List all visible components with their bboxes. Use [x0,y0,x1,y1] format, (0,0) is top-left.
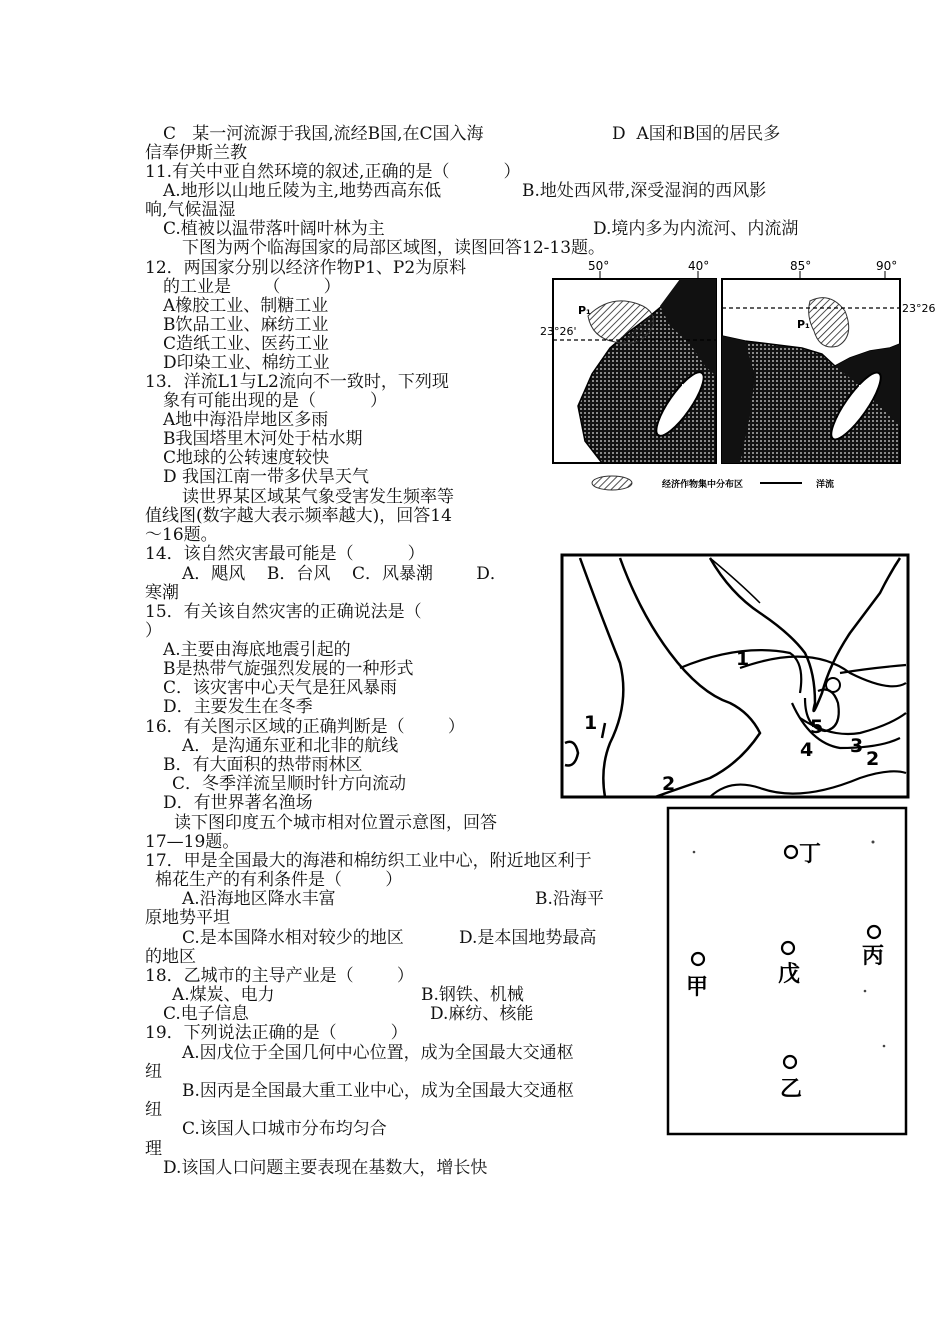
q11-stem: 11.有关中亚自然环境的叙述,正确的是（ ） [145,162,521,182]
q17-option-d-cont: 的地区 [145,947,196,967]
l1-label: L₁ [681,383,691,394]
q12-option-d: D印染工业、棉纺工业 [163,353,330,373]
q19-option-d: D.该国人口问题主要表现在基数大，增长快 [163,1158,488,1178]
q13-stem-cont: 象有可能出现的是（ ） [163,391,388,411]
legend-crop-symbol [592,476,632,490]
q18-stem: 18．乙城市的主导产业是（ ） [145,966,414,986]
q17-option-b-cont: 原地势平坦 [145,908,230,928]
lon-90-label: 90° [876,259,898,273]
q15-option-a: A.主要由海底地震引起的 [163,640,351,660]
q19-option-b-cont: 纽 [145,1100,162,1120]
q13-option-a: A地中海沿岸地区多雨 [163,410,329,430]
lon-40-label: 40° [688,259,710,273]
q14-stem: 14．该自然灾害最可能是（ ） [145,544,425,564]
q18-option-d: D.麻纺、核能 [430,1004,534,1024]
intro-14-16: 读世界某区域某气象受害发生频率等 [182,487,454,507]
intro-17-19: 读下图印度五个城市相对位置示意图，回答 [174,813,497,833]
lon-85-label: 85° [790,259,812,273]
city-jia-label: 甲 [686,975,709,1000]
isoline-label-5: 5 [810,716,824,738]
q15-stem: 15．有关该自然灾害的正确说法是（ [145,602,422,622]
q11-option-a: A.地形以山地丘陵为主,地势西高东低 [163,181,442,201]
lat-right-label: 23°26 [902,302,936,315]
q12-option-a: A橡胶工业、制糖工业 [163,296,329,316]
p2-label: P₁ [797,318,810,331]
q15-option-d: D．主要发生在冬季 [163,697,313,717]
city-wu-label: 戊 [778,962,801,987]
p1-label: P₁ [578,304,591,317]
q15-option-c: C．该灾害中心天气是狂风暴雨 [163,678,398,698]
q19-option-c-cont: 理 [145,1139,162,1159]
q10-option-d: D A国和B国的居民多 [612,124,781,144]
q10-option-d-cont: 信奉伊斯兰教 [145,143,247,163]
q13-option-b: B我国塔里木河处于枯水期 [163,429,363,449]
isoline-label-1: 1 [736,648,750,670]
q13-option-d: D 我国江南一带多伏旱天气 [163,467,370,487]
isoline-label-2: 2 [866,748,880,770]
q12-stem: 12．两国家分别以经济作物P1、P2为原料 [145,258,467,278]
l2-label: L₂ [858,384,868,395]
intro-12-13: 下图为两个临海国家的局部区域图，读图回答12-13题。 [182,238,606,258]
q13-option-c: C地球的公转速度较快 [163,448,330,468]
city-ding-label: 丁 [799,842,822,867]
q11-option-d: D.境内多为内流河、内流湖 [593,219,799,239]
isoline-map-figure [560,553,910,799]
q18-option-b: B.钢铁、机械 [421,985,524,1005]
isoline-label-3: 3 [850,735,864,757]
q19-stem: 19．下列说法正确的是（ ） [145,1023,408,1043]
q17-stem-cont: 棉花生产的有利条件是（ ） [155,870,403,890]
q19-option-a: A.因戊位于全国几何中心位置，成为全国最大交通枢 [182,1043,574,1063]
q16-stem: 16．有关图示区域的正确判断是（ ） [145,717,465,737]
q18-option-c: C.电子信息 [163,1004,249,1024]
q16-option-b: B．有大面积的热带雨林区 [163,755,363,775]
q12-option-c: C造纸工业、医药工业 [163,334,330,354]
q11-option-c: C.植被以温带落叶阔叶林为主 [163,219,385,239]
q17-option-a: A.沿海地区降水丰富 [182,889,336,909]
q14-option-d-cont: 寒潮 [145,583,179,603]
q17-option-b: B.沿海平 [535,889,604,909]
right-map-panel [722,271,900,463]
q11-option-b-cont: 响,气候温湿 [145,200,236,220]
q19-option-a-cont: 纽 [145,1062,162,1082]
city-bing-label: 丙 [862,944,885,969]
two-country-map-figure [540,256,942,492]
q15-option-b: B是热带气旋强烈发展的一种形式 [163,659,414,679]
q17-option-d: D.是本国地势最高 [459,928,597,948]
intro-14-16-cont2: ～16题。 [145,525,218,545]
q19-option-b: B.因丙是全国最大重工业中心，成为全国最大交通枢 [182,1081,574,1101]
isoline-label-4: 4 [800,739,814,761]
isoline-label-1-west: 1 [584,712,598,734]
q17-stem: 17．甲是全国最大的海港和棉纺织工业中心，附近地区利于 [145,851,592,871]
q12-option-b: B饮品工业、麻纺工业 [163,315,329,335]
lat-left-label: 23°26' [540,325,577,338]
left-map-panel [553,271,716,463]
isoline-label-2-south: 2 [662,773,676,795]
city-yi-label: 乙 [780,1077,803,1102]
q12-stem-cont: 的工业是 （ ） [163,277,341,297]
q15-stem-cont: ） [145,621,162,641]
lon-50-label: 50° [588,259,610,273]
intro-17-19-cont: 17—19题。 [145,832,240,852]
q11-option-b: B.地处西风带,深受湿润的西风影 [522,181,767,201]
q14-options: A．飓风 B．台风 C．风暴潮 D． [182,564,507,584]
q13-stem: 13．洋流L1与L2流向不一致时，下列现 [145,372,449,392]
india-cities-figure [666,806,910,1136]
q19-option-c: C.该国人口城市分布均匀合 [182,1119,387,1139]
q17-option-c: C.是本国降水相对较少的地区 [182,928,404,948]
q16-option-c: C．冬季洋流呈顺时针方向流动 [172,774,407,794]
q16-option-d: D．有世界著名渔场 [163,793,313,813]
legend-crop-label: 经济作物集中分布区 [662,480,744,490]
legend-current-label: 洋流 [816,480,835,490]
intro-14-16-cont: 值线图(数字越大表示频率越大)，回答14 [145,506,452,526]
q10-option-c: C 某一河流源于我国,流经B国,在C国入海 [163,124,484,144]
q16-option-a: A．是沟通东亚和北非的航线 [182,736,399,756]
q18-option-a: A.煤炭、电力 [172,985,275,1005]
